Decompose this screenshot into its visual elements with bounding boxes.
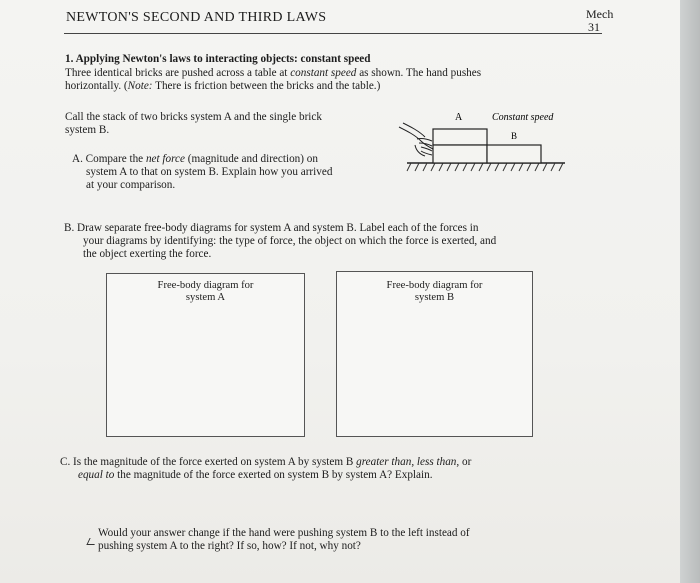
part-a-line-2: system A to that on system B. Explain how you arrived xyxy=(86,166,333,178)
part-a-text: A. Compare the xyxy=(72,153,146,165)
hand-icon xyxy=(399,123,433,156)
part-c-line-2 xyxy=(78,469,433,482)
page-label xyxy=(586,8,613,34)
part-c-emphasis: greater than, less than, xyxy=(356,456,460,468)
diagram-b-title-1: Free-body diagram for xyxy=(386,280,483,291)
intro-line-2 xyxy=(65,80,380,93)
part-b-line-3: the object exerting the force. xyxy=(83,248,212,260)
diagram-a-title-1: Free-body diagram for xyxy=(157,280,254,291)
intro-line-1 xyxy=(65,67,481,80)
diagram-a-title-2: system A xyxy=(185,292,226,303)
intro-text: Three identical bricks are pushed across a table at xyxy=(65,67,291,79)
part-c-emphasis-2: equal to xyxy=(78,469,115,481)
page-title: NEWTON'S SECOND AND THIRD LAWS xyxy=(66,10,327,25)
system-definition-line-2: system B. xyxy=(65,124,110,136)
followup-line-1: Would your answer change if the hand were pushing system B to the left instead of xyxy=(98,527,470,539)
brick-a-bottom xyxy=(433,145,487,163)
part-a-line-3: at your comparison. xyxy=(86,179,176,191)
brick-b xyxy=(487,145,541,163)
intro-text-2-end: There is friction between the bricks and the table.) xyxy=(152,80,381,92)
diagram-b-title-2: system B xyxy=(414,292,455,303)
intro-text-2: horizontally. ( xyxy=(65,80,128,92)
part-c-text-end: or xyxy=(459,456,472,468)
free-body-diagram-b[interactable] xyxy=(336,271,533,437)
part-b-line-2: your diagrams by identifying: the type of force, the object on which the force is exerted, and xyxy=(83,235,497,247)
bricks-figure xyxy=(395,105,585,185)
label-b: B xyxy=(511,131,518,141)
part-b-line-1: B. Draw separate free-body diagrams for system A and system B. Label each of the forces in xyxy=(64,222,479,234)
header-rule xyxy=(64,33,602,34)
part-c-text-2: the magnitude of the force exerted on system B by system A? Explain. xyxy=(114,469,433,481)
followup-line-2: pushing system A to the right? If so, how? If not, why not? xyxy=(98,540,361,552)
part-a-emphasis: net force xyxy=(145,153,185,165)
note-label: Note: xyxy=(127,80,153,92)
brick-a-top xyxy=(433,129,487,145)
free-body-diagram-a[interactable] xyxy=(106,273,305,437)
constant-speed-caption: Constant speed xyxy=(492,112,554,123)
section-heading: 1. Applying Newton's laws to interacting objects: constant speed xyxy=(65,53,371,65)
intro-text-end: as shown. The hand pushes xyxy=(356,67,482,79)
pen-mark xyxy=(86,538,97,545)
table-hatching xyxy=(407,163,563,171)
label-a: A xyxy=(455,112,463,123)
system-definition-line-1: Call the stack of two bricks system A and the single brick xyxy=(65,111,322,123)
part-a-line-1 xyxy=(72,153,318,166)
part-a-text-end: (magnitude and direction) on xyxy=(185,153,318,165)
adjacent-page-edge xyxy=(680,0,700,583)
part-c-line-1 xyxy=(60,456,471,469)
page-number: 31 xyxy=(588,20,600,34)
part-c-text: C. Is the magnitude of the force exerted on system A by system B xyxy=(60,456,357,468)
course-label: Mech xyxy=(586,7,614,21)
intro-emphasis: constant speed xyxy=(290,67,357,79)
